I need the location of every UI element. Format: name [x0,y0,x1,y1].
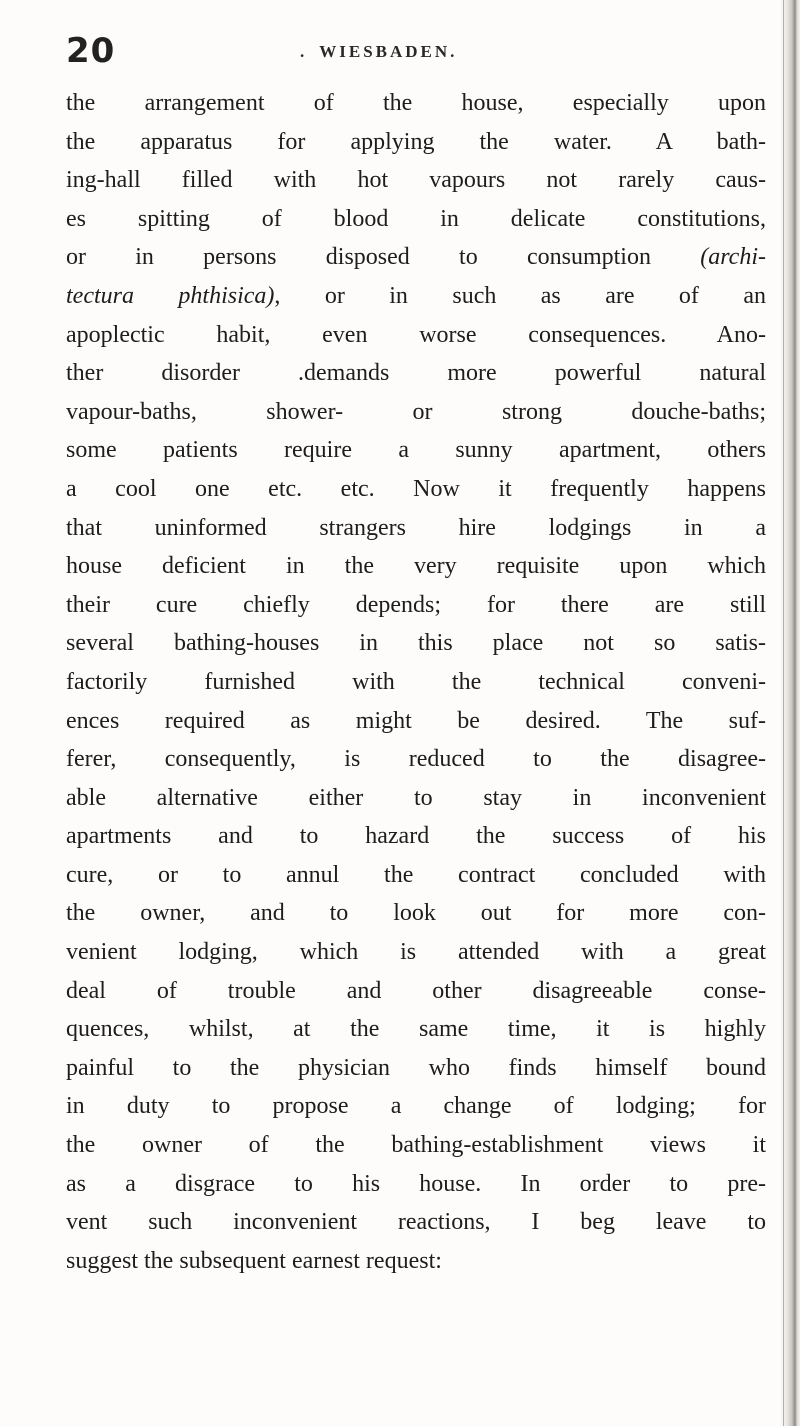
text-line: es spitting of blood in delicate constitutions, [66,205,766,232]
text-line: apartments and to hazard the success of his [66,823,766,850]
page-edge [780,0,800,1426]
text-line: as a disgrace to his house. In order to pre- [66,1170,766,1197]
text-line: the owner of the bathing-establishment views it [66,1132,766,1159]
text-line: several bathing-houses in this place not so satis- [66,630,766,657]
text-line: factorily furnished with the technical conveni- [66,668,766,695]
text-line: ing-hall filled with hot vapours not rarely caus- [66,167,766,194]
text-line: a cool one etc. etc. Now it frequently happens [66,475,766,502]
text-line: cure, or to annul the contract concluded with [66,861,766,888]
page-header [66,32,766,82]
running-head [300,42,457,62]
text-line: suggest the subsequent earnest request: [66,1247,442,1274]
text-line: quences, whilst, at the same time, it is highly [66,1016,766,1043]
text-line: house deficient in the very requisite upon which [66,553,766,580]
running-head-dot: . [300,42,308,61]
text-line: deal of trouble and other disagreeable conse- [66,977,766,1004]
text-line: ther disorder .demands more powerful natural [66,360,766,387]
text-segment: , or in such as are of an [274,282,766,309]
text-segment: or in persons disposed to consumption [66,244,701,271]
text-line [66,277,766,316]
text-line: the apparatus for applying the water. A bath- [66,128,766,155]
text-line: some patients require a sunny apartment, others [66,437,766,464]
text-line: venient lodging, which is attended with a great [66,939,766,966]
text-line: the arrangement of the house, especially upon [66,90,766,116]
text-line: painful to the physician who finds himself bound [66,1054,766,1081]
text-line [66,238,766,277]
body-text [66,84,766,1280]
text-line: apoplectic habit, even worse consequences. Ano- [66,321,766,348]
text-line: ences required as might be desired. The suf- [66,707,766,734]
text-line: their cure chiefly depends; for there are still [66,591,766,618]
text-line: in duty to propose a change of lodging; for [66,1093,766,1120]
running-head-title: WIESBADEN. [319,42,458,61]
text-line: vapour-baths, shower- or strong douche-baths; [66,398,766,425]
text-line: vent such inconvenient reactions, I beg leave to [66,1209,766,1236]
text-line: the owner, and to look out for more con- [66,900,766,927]
italic-term: tectura phthisica) [66,282,275,309]
text-line: that uninformed strangers hire lodgings in a [66,514,766,541]
text-line: ferer, consequently, is reduced to the disagree- [66,746,766,773]
italic-term: (archi- [700,244,766,271]
text-line: able alternative either to stay in inconvenient [66,784,766,811]
page-number: 20 [66,31,116,71]
